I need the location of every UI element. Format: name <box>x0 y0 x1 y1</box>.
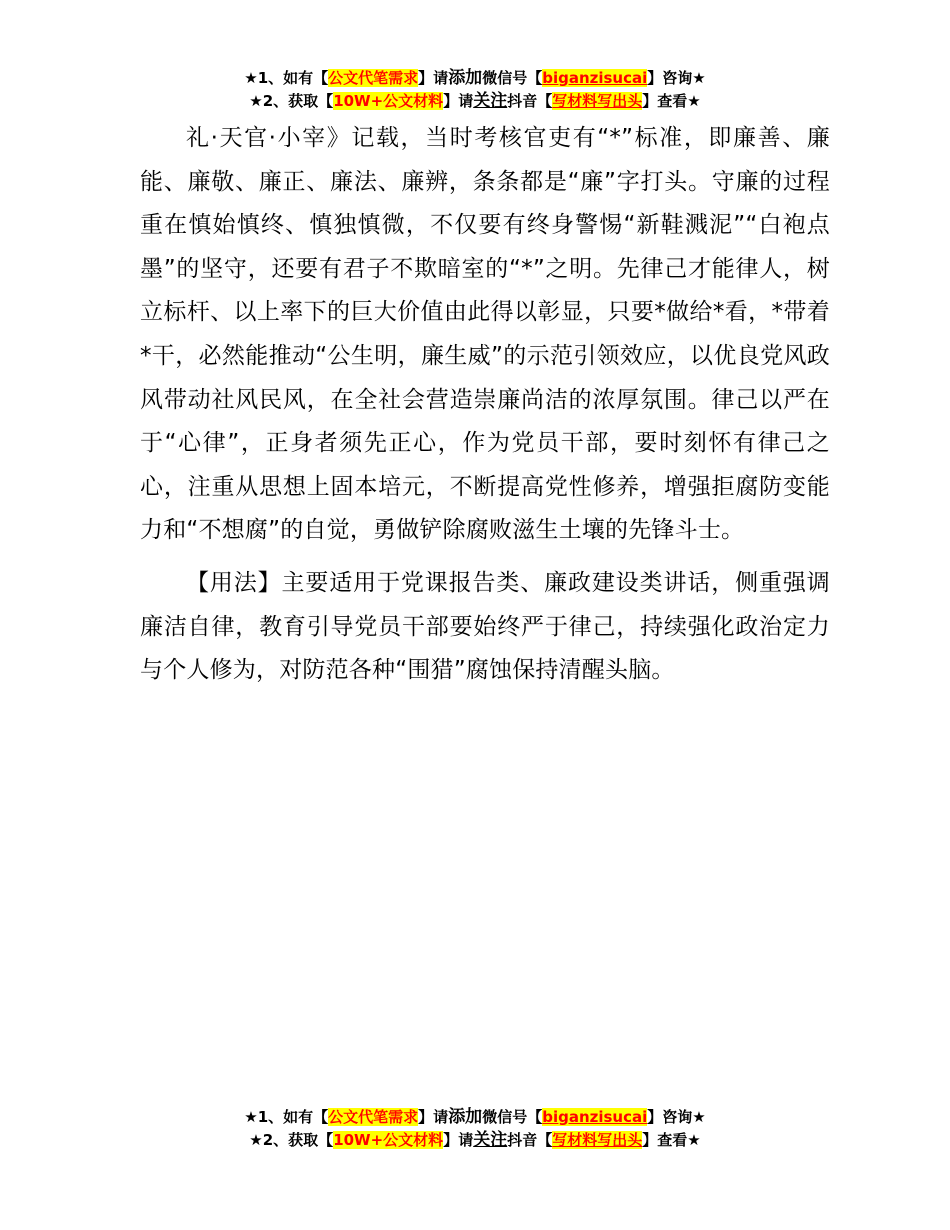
banner-text: 1、如有【 <box>257 1108 329 1126</box>
banner-line-2 <box>0 90 950 113</box>
banner-text: 】咨询 <box>647 1108 693 1126</box>
highlight-materials: 10W+公文材料 <box>333 92 444 110</box>
star-icon: ★ <box>692 1108 706 1126</box>
emphasis-follow: 关注 <box>473 1130 508 1150</box>
banner-text: 】请 <box>443 1131 474 1149</box>
body-paragraph: 礼·天官·小宰》记载，当时考核官吏有“*”标准，即廉善、廉能、廉敬、廉正、廉法、廉辨，条条都是“廉”字打头。守廉的过程重在慎始慎终、慎独慎微，不仅要有终身警惕“新鞋溅泥”“白袍点墨”的坚守，还要有君子不欺暗室的“*”之明。先律己才能律人，树立标杆、以上率下的巨大价值由此得以彰显，只要*做给*看，*带着*干，必然能推动“公生明，廉生威”的示范引领效应，以优良党风政风带动社风民风，在全社会营造崇廉尚洁的浓厚氛围。律己以严在于“心律”，正身者须先正心，作为党员干部，要时刻怀有律己之心，注重从思想上固本培元，不断提高党性修养，增强拒腐防变能力和“不想腐”的自觉，勇做铲除腐败滋生土壤的先锋斗士。 <box>140 125 830 544</box>
banner-text: 】请 <box>443 92 474 110</box>
banner-text: 】咨询 <box>647 69 693 87</box>
usage-paragraph: 【用法】主要适用于党课报告类、廉政建设类讲话，侧重强调廉洁自律，教育引导党员干部要始终严于律己，持续强化政治定力与个人修为，对防范各种“围猎”腐蚀保持清醒头脑。 <box>140 569 830 684</box>
emphasis-add: 添加 <box>448 68 483 88</box>
footer-banner <box>0 1106 950 1152</box>
banner-text: 抖音【 <box>507 1131 553 1149</box>
banner-text: 微信号【 <box>482 1108 543 1126</box>
banner-text: 2、获取【 <box>262 92 334 110</box>
header-banner <box>0 67 950 113</box>
emphasis-add: 添加 <box>448 1107 483 1127</box>
banner-text: 2、获取【 <box>262 1131 334 1149</box>
banner-text: 】请 <box>418 69 449 87</box>
douyin-account[interactable]: 写材料写出头 <box>552 92 643 110</box>
highlight-service: 公文代笔需求 <box>328 69 419 87</box>
star-icon: ★ <box>687 1131 701 1149</box>
banner-line-1 <box>0 67 950 90</box>
star-icon: ★ <box>692 69 706 87</box>
banner-line-1 <box>0 1106 950 1129</box>
highlight-materials: 10W+公文材料 <box>333 1131 444 1149</box>
document-body <box>140 117 830 693</box>
highlight-service: 公文代笔需求 <box>328 1108 419 1126</box>
banner-text: 】查看 <box>642 92 688 110</box>
banner-text: 】请 <box>418 1108 449 1126</box>
banner-text: 微信号【 <box>482 69 543 87</box>
douyin-account[interactable]: 写材料写出头 <box>552 1131 643 1149</box>
banner-text: 】查看 <box>642 1131 688 1149</box>
star-icon: ★ <box>244 1108 258 1126</box>
banner-line-2 <box>0 1129 950 1152</box>
banner-text: 1、如有【 <box>257 69 329 87</box>
wechat-id[interactable]: biganzisucai <box>542 1108 648 1126</box>
star-icon: ★ <box>244 69 258 87</box>
star-icon: ★ <box>249 1131 263 1149</box>
star-icon: ★ <box>249 92 263 110</box>
banner-text: 抖音【 <box>507 92 553 110</box>
emphasis-follow: 关注 <box>473 91 508 111</box>
star-icon: ★ <box>687 92 701 110</box>
wechat-id[interactable]: biganzisucai <box>542 69 648 87</box>
